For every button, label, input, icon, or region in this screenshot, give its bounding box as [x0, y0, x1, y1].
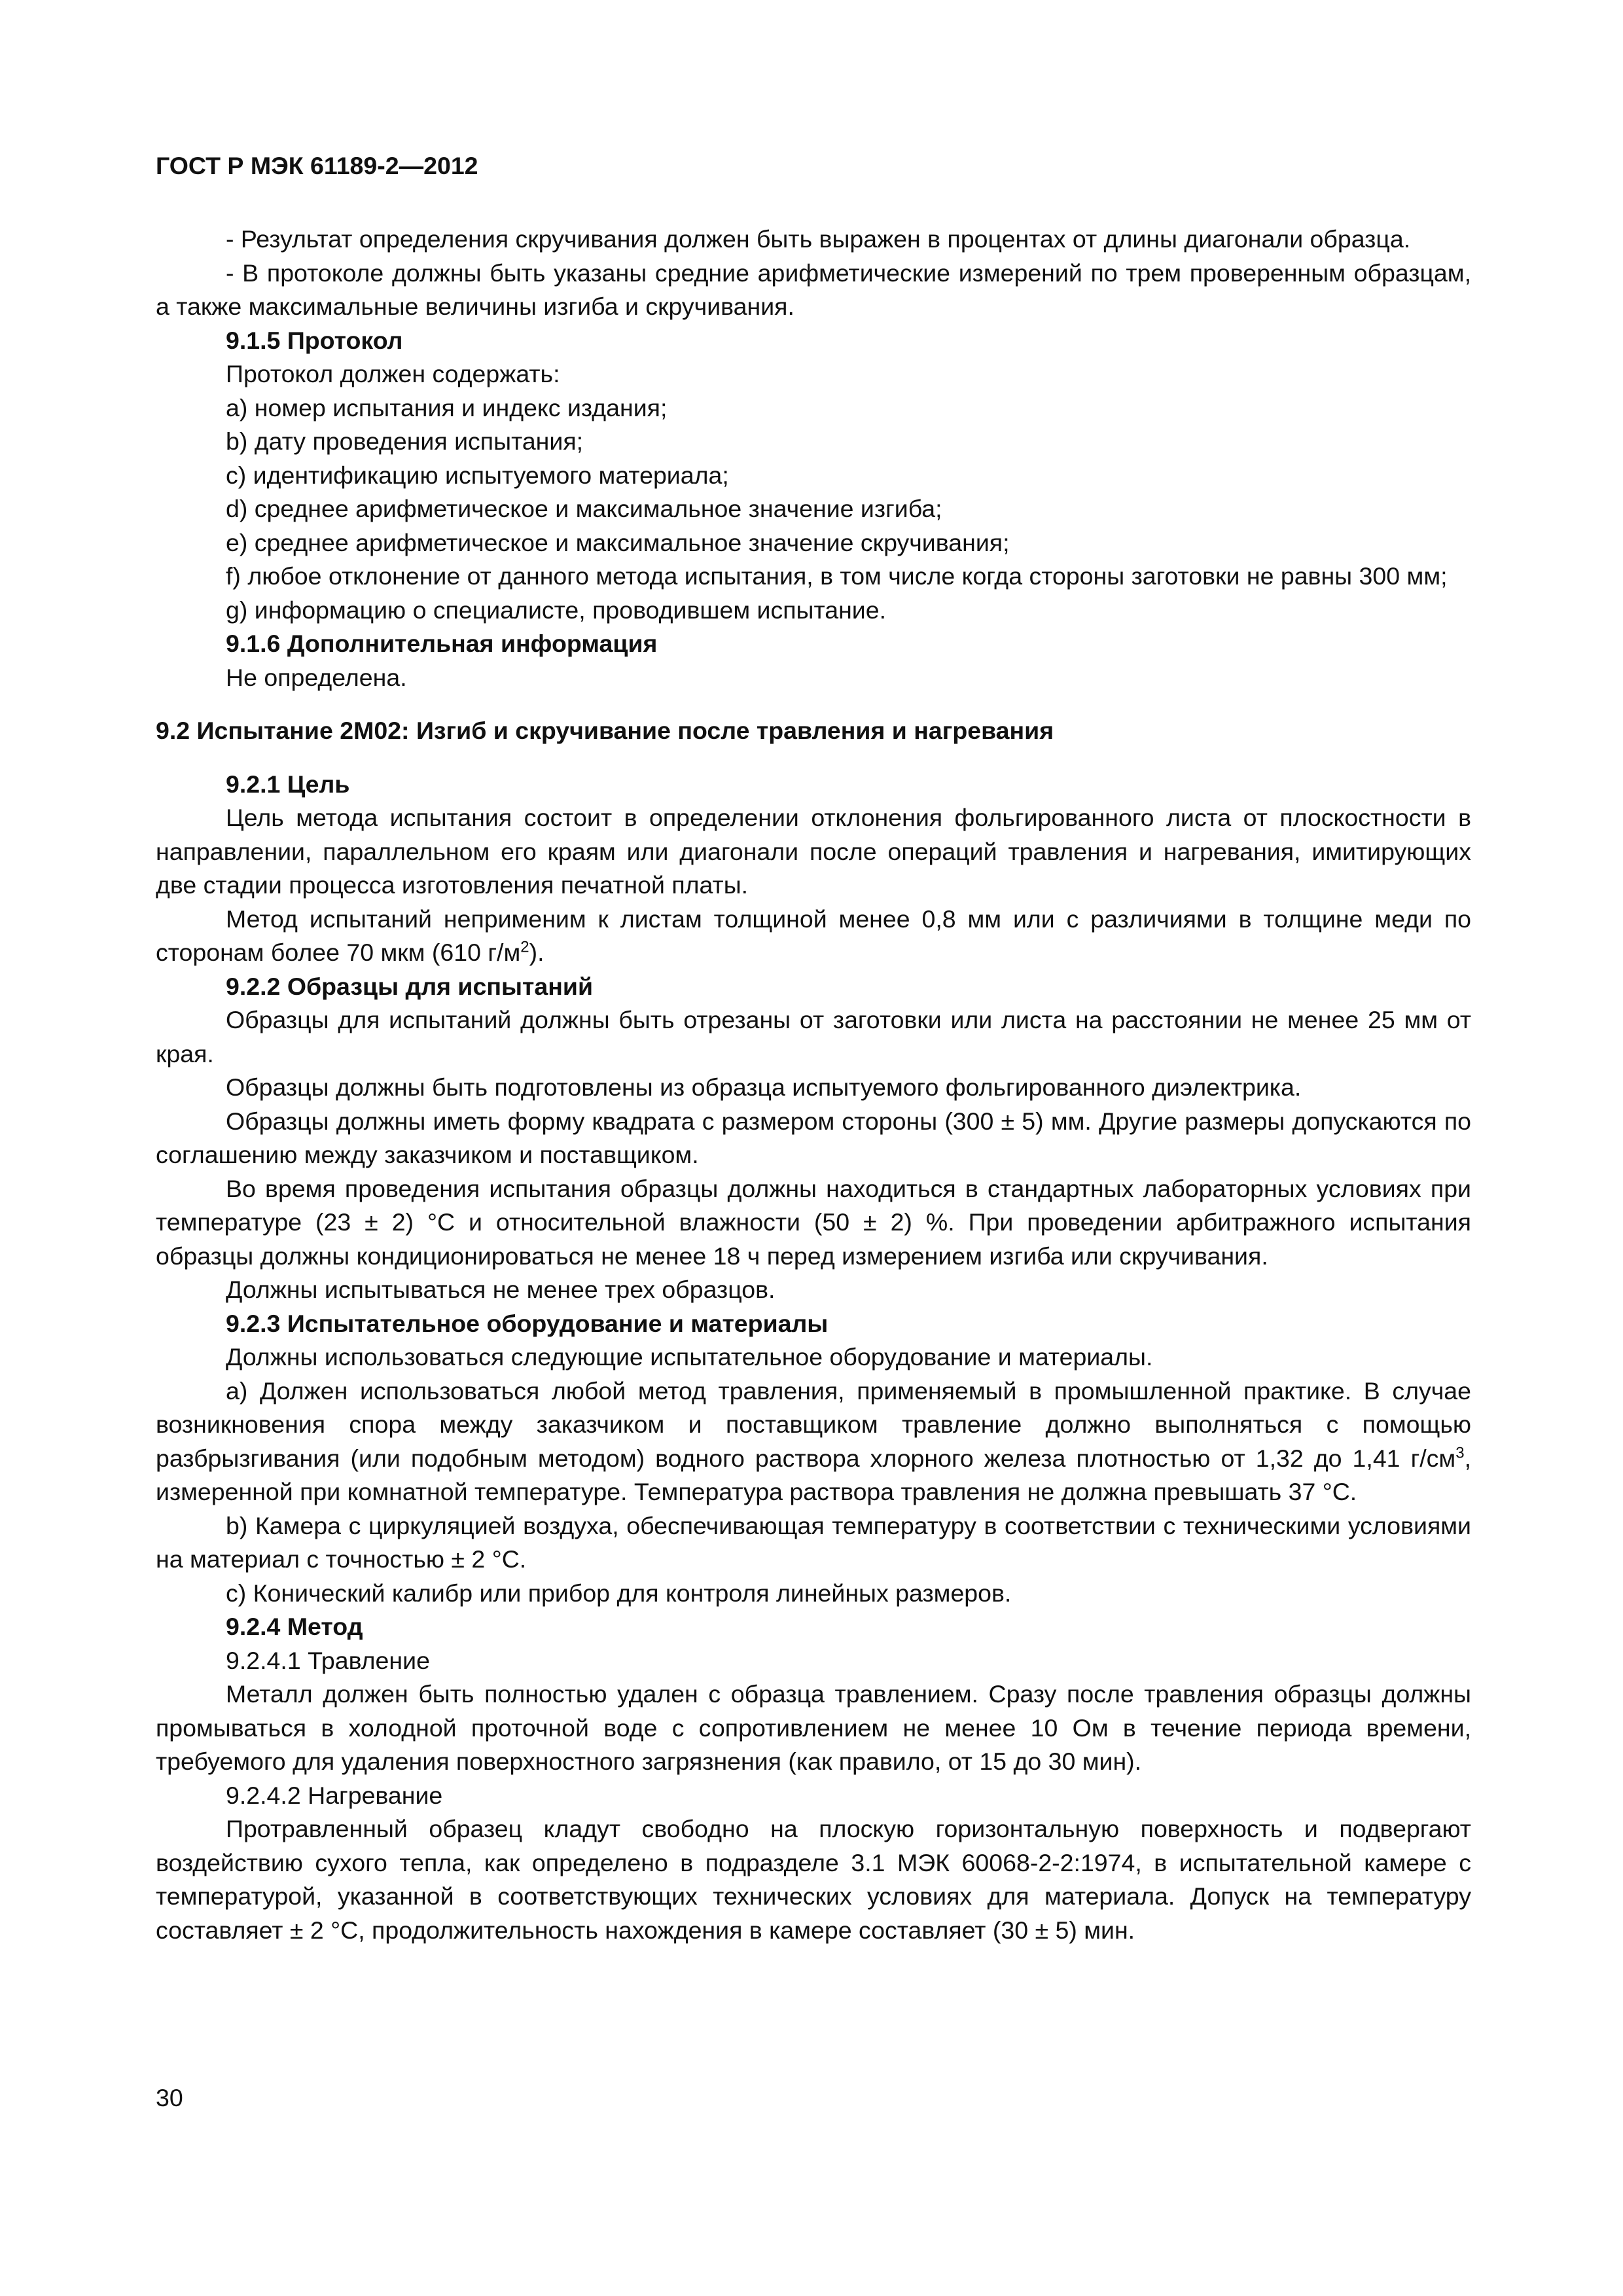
- list-item: f) любое отклонение от данного метода испытания, в том числе когда стороны заготовки не равны 300 мм;: [226, 562, 1448, 590]
- paragraph: Образцы для испытаний должны быть отрезаны от заготовки или листа на расстоянии не менее 25 мм от края.: [156, 1006, 1471, 1067]
- section-heading: 9.2.1 Цель: [226, 770, 350, 798]
- paragraph: Должны испытываться не менее трех образцов.: [226, 1276, 776, 1303]
- superscript: 2: [520, 938, 529, 956]
- paragraph: Протокол должен содержать:: [226, 360, 560, 387]
- paragraph: Метод испытаний неприменим к листам толщиной менее 0,8 мм или с различиями в толщине меди по сторонам более 70 мкм (610 $г/м^2$).: [156, 905, 1471, 966]
- paragraph: Образцы должны иметь форму квадрата с размером стороны (300 ± 5) мм. Другие размеры допускаются по соглашению между заказчиком и поставщиком.: [156, 1107, 1471, 1168]
- section-heading: 9.2 Испытание 2М02: Изгиб и скручивание после травления и нагревания: [156, 717, 1054, 744]
- section-heading: 9.2.4 Метод: [226, 1613, 363, 1640]
- list-item: d) среднее арифметическое и максимальное значение изгиба;: [226, 495, 942, 522]
- list-item: c) идентификацию испытуемого материала;: [226, 461, 729, 489]
- subsection-heading: 9.2.4.1 Травление: [226, 1646, 430, 1674]
- paragraph: Цель метода испытания состоит в определении отклонения фольгированного листа от плоскостности в направлении, параллельном его краям или диагонали после операций травления и нагревания, имитирующих две стадии процесса изготовления печатной платы.: [156, 804, 1471, 899]
- paragraph: Не определена.: [226, 663, 407, 691]
- list-item: b) дату проведения испытания;: [226, 427, 584, 455]
- page-number: 30: [156, 2084, 183, 2111]
- list-item: e) среднее арифметическое и максимальное значение скручивания;: [226, 528, 1010, 556]
- section-heading: 9.2.2 Образцы для испытаний: [226, 972, 593, 1000]
- paragraph: - В протоколе должны быть указаны средние арифметические измерений по трем проверенным образцам, а также максимальные величины изгиба и скручивания.: [156, 259, 1471, 320]
- section-heading: 9.2.3 Испытательное оборудование и материалы: [226, 1309, 829, 1337]
- paragraph: Во время проведения испытания образцы должны находиться в стандартных лабораторных условиях при температуре (23 ± 2) °С и относительной влажности (50 ± 2) %. При проведении арбитражного испытания образцы должны кондиционироваться не менее 18 ч перед измерением изгиба или скручивания.: [156, 1174, 1471, 1270]
- subsection-heading: 9.2.4.2 Нагревание: [226, 1781, 443, 1809]
- superscript: 3: [1455, 1444, 1465, 1462]
- document-header: ГОСТ Р МЭК 61189-2—2012: [156, 152, 478, 179]
- section-heading: 9.1.5 Протокол: [226, 326, 403, 354]
- paragraph: Протравленный образец кладут свободно на плоскую горизонтальную поверхность и подвергают воздействию сухого тепла, как определено в подразделе 3.1 МЭК 60068-2-2:1974, в испытательной камере с температурой, указанной в соответствующих технических условиях для материала. Допуск на температуру составляет ± 2 °С, продолжительность нахождения в камере составляет (30 ± 5) мин.: [156, 1815, 1471, 1944]
- list-item: c) Конический калибр или прибор для контроля линейных размеров.: [226, 1579, 1012, 1607]
- list-item: a) Должен использоваться любой метод травления, применяемый в промышленной практике. В случае возникновения спора между заказчиком и поставщиком травление должно выполняться с помощью разбрызгивания (или подобным методом) водного раствора хлорного железа плотностью от 1,32 до 1,41 $г/см^3$, измеренной при комнатной температуре. Температура раствора травления не должна превышать 37 °С.: [156, 1376, 1471, 1505]
- section-heading: 9.1.6 Дополнительная информация: [226, 630, 658, 657]
- list-item: a) номер испытания и индекс издания;: [226, 393, 668, 422]
- list-item: b) Камера с циркуляцией воздуха, обеспечивающая температуру в соответствии с техническими условиями на материал с точностью ± 2 °С.: [156, 1511, 1471, 1573]
- list-item: g) информацию о специалисте, проводившем испытание.: [226, 596, 887, 624]
- paragraph: - Результат определения скручивания должен быть выражен в процентах от длины диагонали образца.: [226, 225, 1411, 253]
- paragraph: Образцы должны быть подготовлены из образца испытуемого фольгированного диэлектрика.: [226, 1073, 1302, 1101]
- document-body: [156, 223, 1471, 1947]
- paragraph: Должны использоваться следующие испытательное оборудование и материалы.: [226, 1343, 1153, 1371]
- paragraph: Металл должен быть полностью удален с образца травлением. Сразу после травления образцы должны промываться в холодной проточной воде с сопротивлением не менее 10 Ом в течение периода времени, требуемого для удаления поверхностного загрязнения (как правило, от 15 до 30 мин).: [156, 1680, 1471, 1775]
